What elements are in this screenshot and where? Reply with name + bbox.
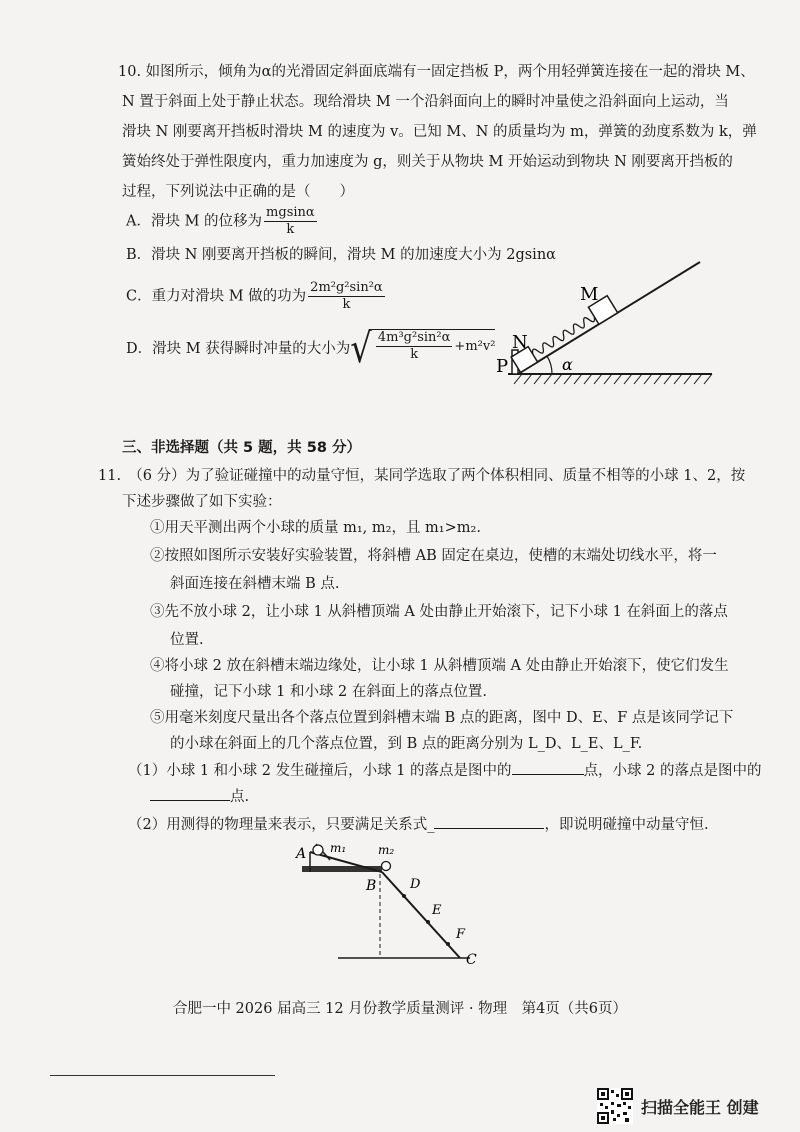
option-d-num: 4m³g²sin²α <box>377 330 451 345</box>
sub2-text-a: （2）用测得的物理量来表示，只要满足关系式_ <box>128 817 435 833</box>
q10-option-c <box>126 280 387 313</box>
q11-step-3: ③先不放小球 2，让小球 1 从斜槽顶端 A 处由静止开始滚下，记下小球 1 在斜面上的落点 <box>150 604 728 620</box>
qr-code-icon <box>597 1088 633 1124</box>
option-d-label: D．滑块 M 获得瞬时冲量的大小为 <box>126 341 351 357</box>
q11-figure-apparatus <box>290 840 490 980</box>
q11-step-4: ④将小球 2 放在斜槽末端边缘处，让小球 1 从斜槽顶端 A 处由静止开始滚下，使它们发生 <box>150 658 729 674</box>
q10-option-d <box>126 325 496 373</box>
footer-rule <box>50 1075 275 1076</box>
option-d-den: k <box>410 347 419 362</box>
label-f: F <box>456 927 466 942</box>
q11-intro-2: 下述步骤做了如下实验： <box>122 494 282 510</box>
option-d-sqrt: √ $\frac{\text{4m³g²sin²α}}{k}$ +m²v² <box>350 325 496 373</box>
ball-2 <box>382 862 391 871</box>
option-c-label: C．重力对滑块 M 做的功为 <box>126 288 307 305</box>
option-c-fraction <box>308 280 385 313</box>
q11-step-1: ①用天平测出两个小球的质量 m₁, m₂，且 m₁>m₂. <box>150 520 481 536</box>
option-a-label: A．滑块 M 的位移为 <box>126 213 263 230</box>
q11-intro-1: 11. （6 分）为了验证碰撞中的动量守恒，某同学选取了两个体积相同、质量不相等的小球 1、2，按 <box>98 468 746 484</box>
sub1-text-b: 点，小球 2 的落点是图中的 <box>583 763 762 779</box>
label-e: E <box>432 903 442 918</box>
spring <box>531 313 597 358</box>
scanner-watermark <box>597 1088 759 1124</box>
q10-figure-incline <box>490 250 720 390</box>
option-a-fraction <box>264 205 317 238</box>
q11-step-2: ②按照如图所示安装好实验装置，将斜槽 AB 固定在桌边，使槽的末端处切线水平，将一 <box>150 548 717 564</box>
answer-blank-3[interactable] <box>434 814 544 829</box>
q10-line-1: 10. 如图所示，倾角为α的光滑固定斜面底端有一固定挡板 P，两个用轻弹簧连接在一起的滑块 M、 <box>118 64 755 80</box>
label-p: P <box>496 356 509 377</box>
q11-sub-1 <box>128 760 762 781</box>
option-d-tail: +m²v² <box>454 338 496 354</box>
point-d <box>402 894 406 898</box>
label-m: M <box>580 284 599 305</box>
answer-blank-2[interactable] <box>150 786 230 801</box>
sub1-text-c: 点. <box>230 789 250 805</box>
q11-sub-1c <box>150 786 249 807</box>
q11-step-3b: 位置. <box>170 632 204 648</box>
sub2-text-b: ，即说明碰撞中动量守恒. <box>544 817 709 833</box>
q10-option-b: B．滑块 N 刚要离开挡板的瞬间，滑块 M 的加速度大小为 2gsinα <box>126 247 556 263</box>
q10-line-4: 簧始终处于弹性限度内，重力加速度为 g，则关于从物块 M 开始运动到物块 N 刚要离开挡板的 <box>122 154 733 170</box>
q10-line-5: 过程，下列说法中正确的是（ ） <box>122 184 354 200</box>
q11-step-5b: 的小球在斜面上的几个落点位置，到 B 点的距离分别为 L_D、L_E、L_F. <box>170 736 643 752</box>
option-a-num: mgsinα <box>266 205 315 220</box>
label-d: D <box>410 877 421 892</box>
label-b: B <box>366 878 377 894</box>
q10-line-2: N 置于斜面上处于静止状态。现给滑块 M 一个沿斜面向上的瞬时冲量使之沿斜面向上运动，当 <box>122 94 729 110</box>
sub1-text-a: （1）小球 1 和小球 2 发生碰撞后，小球 1 的落点是图中的 <box>128 763 512 779</box>
option-a-den: k <box>286 222 295 237</box>
answer-blank-1[interactable] <box>512 760 584 775</box>
label-n: N <box>512 332 528 353</box>
q11-step-4b: 碰撞，记下小球 1 和小球 2 在斜面上的落点位置. <box>170 684 487 700</box>
section-3-heading: 三、非选择题（共 5 题，共 58 分） <box>122 440 361 456</box>
label-alpha: α <box>562 355 573 374</box>
option-c-den: k <box>342 297 351 312</box>
q11-step-2b: 斜面连接在斜槽末端 B 点. <box>170 576 340 592</box>
watermark-text: 扫描全能王 创建 <box>641 1097 759 1117</box>
ball-1 <box>313 845 323 855</box>
page-footer: 合肥一中 2026 届高三 12 月份教学质量测评 · 物理 第4页（共6页） <box>172 1001 628 1017</box>
label-c: C <box>466 952 477 968</box>
point-f <box>446 942 450 946</box>
option-c-num: 2m²g²sin²α <box>310 280 383 295</box>
q11-sub-2 <box>128 814 709 835</box>
q10-line-3: 滑块 N 刚要离开挡板时滑块 M 的速度为 v。已知 M、N 的质量均为 m，弹簧的劲度系数为 k，弹 <box>122 124 757 140</box>
label-m2: m₂ <box>378 843 395 857</box>
label-a: A <box>296 846 307 862</box>
label-m1: m₁ <box>330 841 347 855</box>
q11-step-5: ⑤用毫米刻度尺量出各个落点位置到斜槽末端 B 点的距离，图中 D、E、F 点是该同学记下 <box>150 710 734 726</box>
q10-option-a <box>126 205 319 238</box>
point-e <box>426 920 430 924</box>
